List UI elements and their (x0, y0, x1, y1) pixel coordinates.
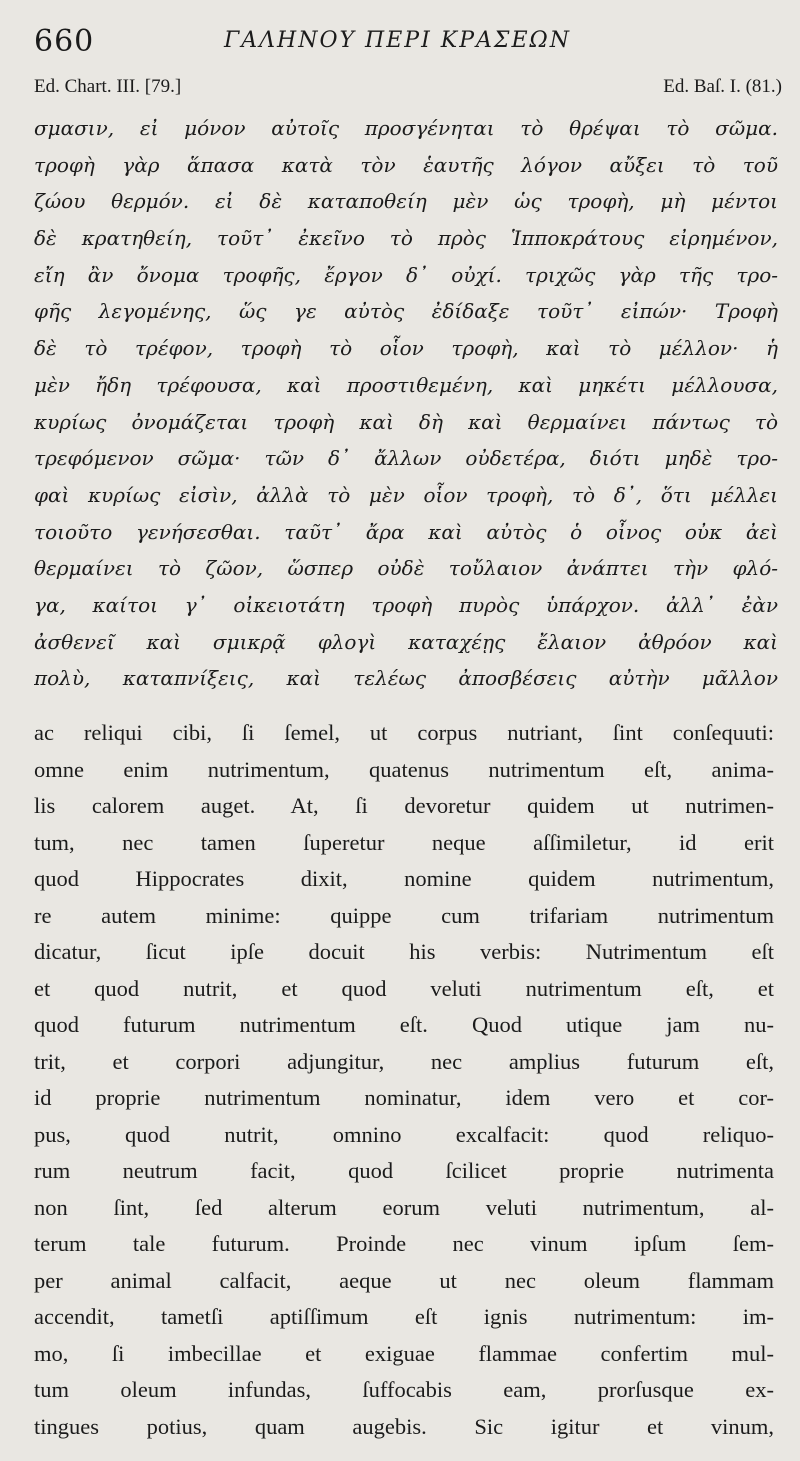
greek-line: πολὺ, καταπνίξεις, καὶ τελέως ἀποσβέσεις αὐτὴν μᾶλλον (34, 666, 778, 691)
greek-line: τοιοῦτο γενήσεσθαι. ταῦτ᾽ ἄρα καὶ αὐτὸς ὁ οἶνος οὐκ ἀεὶ (34, 519, 778, 544)
greek-line: μὲν ἤδη τρέφουσα, καὶ προστιθεμένη, καὶ μηκέτι μέλλουσα, (34, 372, 778, 397)
greek-line: γα, καίτοι γ᾽ οἰκειοτάτη τροφὴ πυρὸς ὑπάρχον. ἀλλ᾽ ἐὰν (34, 592, 778, 617)
latin-line: et quod nutrit, et quod veluti nutrimentum eſt, et (34, 975, 774, 1001)
latin-line: quod Hippocrates dixit, nomine quidem nutrimentum, (34, 866, 774, 891)
greek-line: σμασιν, εἰ μόνον αὐτοῖς προσγένηται τὸ θρέψαι τὸ σῶμα. (34, 116, 778, 140)
latin-line: pus, quod nutrit, omnino excalfacit: quod reliquo- (34, 1121, 774, 1147)
edition-basel-reference: Ed. Baſ. I. (81.) (663, 76, 782, 97)
latin-line: mo, ſi imbecillae et exiguae flammae confertim mul- (34, 1340, 774, 1366)
greek-line: φῆς λεγομένης, ὥς γε αὐτὸς ἐδίδαξε τοῦτ᾽ εἰπών· Τροφὴ (34, 299, 778, 324)
latin-text-block (34, 715, 774, 1445)
running-title: ΓΑΛΗΝΟΥ ΠΕΡΙ ΚΡΑΣΕΩΝ (224, 28, 571, 53)
latin-line: non ſint, ſed alterum eorum veluti nutrimentum, al- (34, 1194, 774, 1220)
latin-line: lis calorem auget. At, ſi devoretur quidem ut nutrimen- (34, 793, 774, 818)
latin-line: per animal calfacit, aeque ut nec oleum flammam (34, 1267, 774, 1293)
latin-line: tum, nec tamen ſuperetur neque aſſimiletur, id erit (34, 829, 774, 855)
greek-line: ζώου θερμόν. εἰ δὲ καταποθείη μὲν ὡς τροφὴ, μὴ μέντοι (34, 189, 778, 214)
greek-line: κυρίως ὀνομάζεται τροφὴ καὶ δὴ καὶ θερμαίνει πάντως τὸ (34, 409, 778, 434)
latin-line: re autem minime: quippe cum trifariam nutrimentum (34, 902, 774, 928)
latin-line: trit, et corpori adjungitur, nec amplius futurum eſt, (34, 1048, 774, 1074)
latin-line: id proprie nutrimentum nominatur, idem vero et cor- (34, 1085, 774, 1110)
latin-line: rum neutrum facit, quod ſcilicet proprie nutrimenta (34, 1158, 774, 1183)
latin-line: quod futurum nutrimentum eſt. Quod utique jam nu- (34, 1012, 774, 1037)
latin-line: tingues potius, quam augebis. Sic igitur et vinum, (34, 1413, 774, 1439)
latin-line: accendit, tametſi aptiſſimum eſt ignis nutrimentum: im- (34, 1304, 774, 1329)
latin-line: omne enim nutrimentum, quatenus nutrimentum eſt, anima- (34, 756, 774, 782)
greek-line: ἀσθενεῖ καὶ σμικρᾷ φλογὶ καταχέῃς ἔλαιον ἀθρόον καὶ (34, 629, 778, 654)
greek-line: τροφὴ γὰρ ἅπασα κατὰ τὸν ἑαυτῆς λόγον αὔξει τὸ τοῦ (34, 152, 778, 177)
latin-line: terum tale futurum. Proinde nec vinum ipſum ſem- (34, 1231, 774, 1256)
greek-line: θερμαίνει τὸ ζῶον, ὥσπερ οὐδὲ τοὔλαιον ἀνάπτει τὴν φλό- (34, 556, 778, 581)
latin-line: tum oleum infundas, ſuffocabis eam, prorſusque ex- (34, 1377, 774, 1402)
latin-line: dicatur, ſicut ipſe docuit his verbis: Nutrimentum eſt (34, 939, 774, 964)
latin-line: ac reliqui cibi, ſi ſemel, ut corpus nutriant, ſint conſequuti: (34, 720, 774, 745)
page-header (34, 22, 778, 62)
greek-line: τρεφόμενον σῶμα· τῶν δ᾽ ἄλλων οὐδετέρα, διότι μηδὲ τρο- (34, 446, 778, 471)
edition-chart-reference: Ed. Chart. III. [79.] (34, 76, 182, 97)
edition-references (34, 76, 782, 104)
greek-text-block (34, 110, 778, 697)
greek-line: φαὶ κυρίως εἰσὶν, ἀλλὰ τὸ μὲν οἷον τροφὴ, τὸ δ᾽, ὅτι μέλλει (34, 482, 778, 507)
greek-line: εἴη ἂν ὄνομα τροφῆς, ἔργον δ᾽ οὐχί. τριχῶς γὰρ τῆς τρο- (34, 262, 778, 287)
page-number: 660 (34, 24, 95, 59)
greek-line: δὲ τὸ τρέφον, τροφὴ τὸ οἷον τροφὴ, καὶ τὸ μέλλον· ἡ (34, 336, 778, 361)
greek-line: δὲ κρατηθείη, τοῦτ᾽ ἐκεῖνο τὸ πρὸς Ἱπποκράτους εἰρημένον, (34, 226, 778, 251)
